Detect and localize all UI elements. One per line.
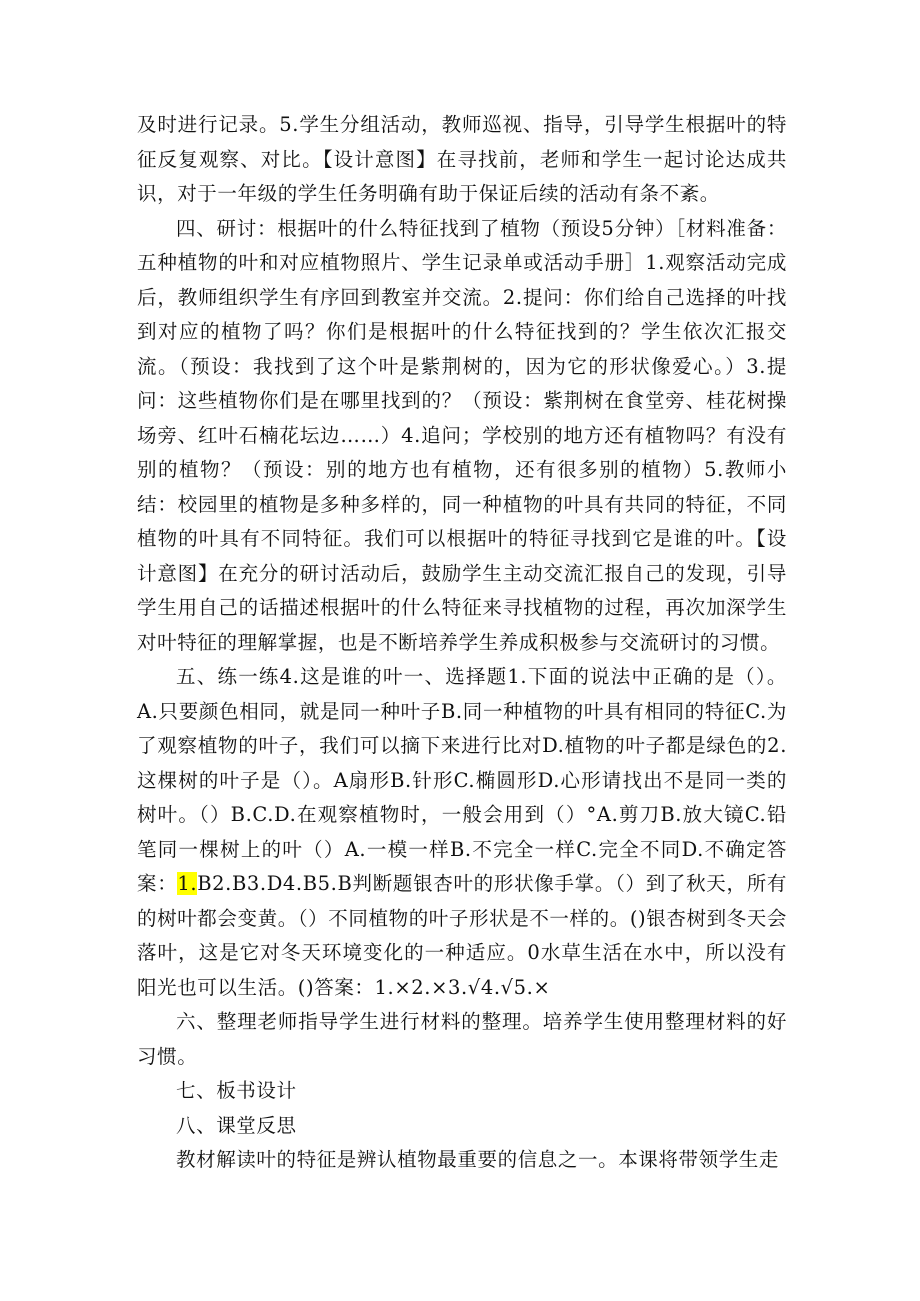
paragraph-exercise (137, 660, 787, 1005)
paragraph-organize: 六、整理老师指导学生进行材料的整理。培养学生使用整理材料的好习惯。 (137, 1010, 787, 1068)
paragraph-record-activity: 及时进行记录。5.学生分组活动，教师巡视、指导，引导学生根据叶的特征反复观察、对比。【设计意图】在寻找前，老师和学生一起讨论达成共识，对于一年级的学生任务明确有助于保证后续的活动有条不紊。 (137, 113, 787, 205)
heading-board-design: 七、板书设计 (176, 1079, 297, 1102)
paragraph-textbook-reading: 教材解读叶的特征是辨认植物最重要的信息之一。本课将带领学生走 (176, 1148, 780, 1171)
exercise-text-part2: B2.B3.D4.B5.B判断题银杏叶的形状像手掌。（）到了秋天，所有的树叶都会变黄。（）不同植物的叶子形状是不一样的。()银杏树到冬天会落叶，这是它对冬天环境变化的一种适应。0水草生活在水中，所以没有阳光也可以生活。()答案：1.×2.×3.√4.√5.× (137, 872, 788, 999)
exercise-text-part1: 五、练一练4.这是谁的叶一、选择题1.下面的说法中正确的是（）。A.只要颜色相同，就是同一种叶子B.同一种植物的叶具有相同的特征C.为了观察植物的叶子，我们可以摘下来进行比对D.植物的叶子都是绿色的2.这棵树的叶子是（）。A扇形B.针形C.椭圆形D.心形请找出不是同一类的树叶。（）B.C.D.在观察植物时，一般会用到（）°A.剪刀B.放大镜C.铅笔同一棵树上的叶（）A.一模一样B.不完全一样C.完全不同D.不确定答案： (137, 665, 787, 895)
document-body (137, 108, 787, 1178)
heading-class-reflection: 八、课堂反思 (176, 1113, 297, 1137)
paragraph-discussion: 四、研讨：根据叶的什么特征找到了植物（预设5分钟）［材料准备：五种植物的叶和对应植物照片、学生记录单或活动手册］1.观察活动完成后，教师组织学生有序回到教室并交流。2.提问：你们给自己选择的叶找到对应的植物了吗？你们是根据叶的什么特征找到的？学生依次汇报交流。（预设：我找到了这个叶是紫荆树的，因为它的形状像爱心。）3.提问：这些植物你们是在哪里找到的？（预设：紫荆树在食堂旁、桂花树操场旁、红叶石楠花坛边……）4.追问；学校别的地方还有植物吗？有没有别的植物？（预设：别的地方也有植物，还有很多别的植物）5.教师小结：校园里的植物是多种多样的，同一种植物的叶具有共同的特征，不同植物的叶具有不同特征。我们可以根据叶的特征寻找到它是谁的叶。【设计意图】在充分的研讨活动后，鼓励学生主动交流汇报自己的发现，引导学生用自己的话描述根据叶的什么特征来寻找植物的过程，再次加深学生对叶特征的理解掌握，也是不断培养学生养成积极参与交流研讨的习惯。 (137, 216, 787, 654)
highlighted-answer: 1. (177, 872, 198, 895)
